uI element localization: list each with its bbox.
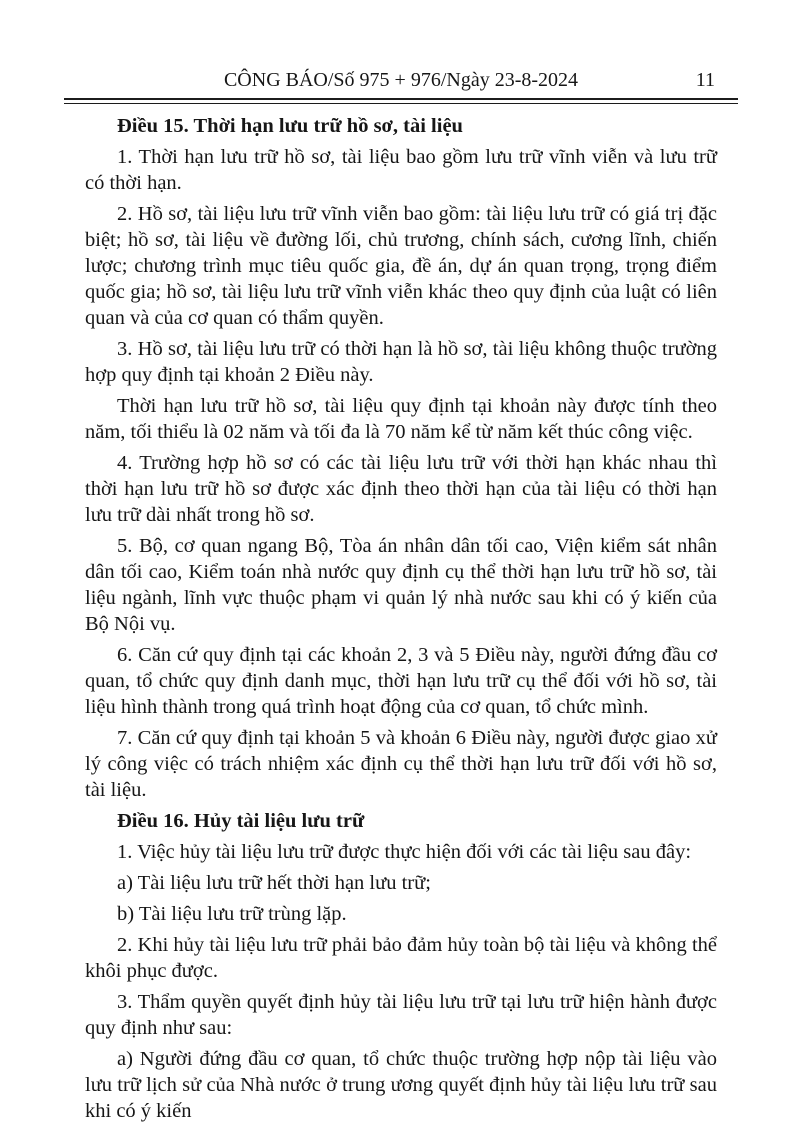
paragraph: 6. Căn cứ quy định tại các khoản 2, 3 và 5 Điều này, người đứng đầu cơ quan, tổ chức quy định danh mục, thời hạn lưu trữ cụ thể đối với hồ sơ, tài liệu hình thành trong quá trình hoạt động của cơ quan, tổ chức mình. xyxy=(85,644,717,718)
header-double-rule xyxy=(64,98,738,104)
paragraph: a) Người đứng đầu cơ quan, tổ chức thuộc trường hợp nộp tài liệu vào lưu trữ lịch sử của Nhà nước ở trung ương quyết định hủy tài liệu lưu trữ sau khi có ý kiến xyxy=(85,1048,717,1122)
paragraph: Thời hạn lưu trữ hồ sơ, tài liệu quy định tại khoản này được tính theo năm, tối thiểu là 02 năm và tối đa là 70 năm kể từ năm kết thúc công việc. xyxy=(85,395,717,443)
page-header xyxy=(0,70,800,104)
paragraph: 5. Bộ, cơ quan ngang Bộ, Tòa án nhân dân tối cao, Viện kiểm sát nhân dân tối cao, Kiểm toán nhà nước quy định cụ thể thời hạn lưu trữ hồ sơ, tài liệu ngành, lĩnh vực thuộc phạm vi quản lý nhà nước sau khi có ý kiến của Bộ Nội vụ. xyxy=(85,535,717,635)
paragraph: 1. Thời hạn lưu trữ hồ sơ, tài liệu bao gồm lưu trữ vĩnh viễn và lưu trữ có thời hạn. xyxy=(85,146,717,194)
document-body xyxy=(85,113,717,1124)
page-number: 11 xyxy=(695,69,715,91)
paragraph: 2. Khi hủy tài liệu lưu trữ phải bảo đảm hủy toàn bộ tài liệu và không thể khôi phục được. xyxy=(85,934,717,982)
gazette-header-title: CÔNG BÁO/Số 975 + 976/Ngày 23-8-2024 xyxy=(223,69,579,91)
paragraph: 3. Hồ sơ, tài liệu lưu trữ có thời hạn là hồ sơ, tài liệu không thuộc trường hợp quy định tại khoản 2 Điều này. xyxy=(85,338,717,386)
paragraph: 1. Việc hủy tài liệu lưu trữ được thực hiện đối với các tài liệu sau đây: xyxy=(117,841,692,863)
paragraph: b) Tài liệu lưu trữ trùng lặp. xyxy=(117,903,347,925)
paragraph: 4. Trường hợp hồ sơ có các tài liệu lưu trữ với thời hạn khác nhau thì thời hạn lưu trữ hồ sơ được xác định theo thời hạn của tài liệu có thời hạn lưu trữ dài nhất trong hồ sơ. xyxy=(85,452,717,526)
article-15-heading: Điều 15. Thời hạn lưu trữ hồ sơ, tài liệu xyxy=(117,115,463,137)
paragraph: 7. Căn cứ quy định tại khoản 5 và khoản 6 Điều này, người được giao xử lý công việc có trách nhiệm xác định cụ thể thời hạn lưu trữ đối với hồ sơ, tài liệu. xyxy=(85,727,717,801)
running-header-row xyxy=(85,70,717,91)
paragraph: 2. Hồ sơ, tài liệu lưu trữ vĩnh viễn bao gồm: tài liệu lưu trữ có giá trị đặc biệt; hồ sơ, tài liệu về đường lối, chủ trương, chính sách, cương lĩnh, chiến lược; chương trình mục tiêu quốc gia, đề án, dự án quan trọng, trọng điểm quốc gia; hồ sơ, tài liệu lưu trữ vĩnh viễn khác theo quy định của luật có liên quan và của cơ quan có thẩm quyền. xyxy=(85,203,717,329)
paragraph: 3. Thẩm quyền quyết định hủy tài liệu lưu trữ tại lưu trữ hiện hành được quy định như sau: xyxy=(85,991,717,1039)
article-16-heading: Điều 16. Hủy tài liệu lưu trữ xyxy=(117,810,365,832)
paragraph: a) Tài liệu lưu trữ hết thời hạn lưu trữ; xyxy=(117,872,431,894)
